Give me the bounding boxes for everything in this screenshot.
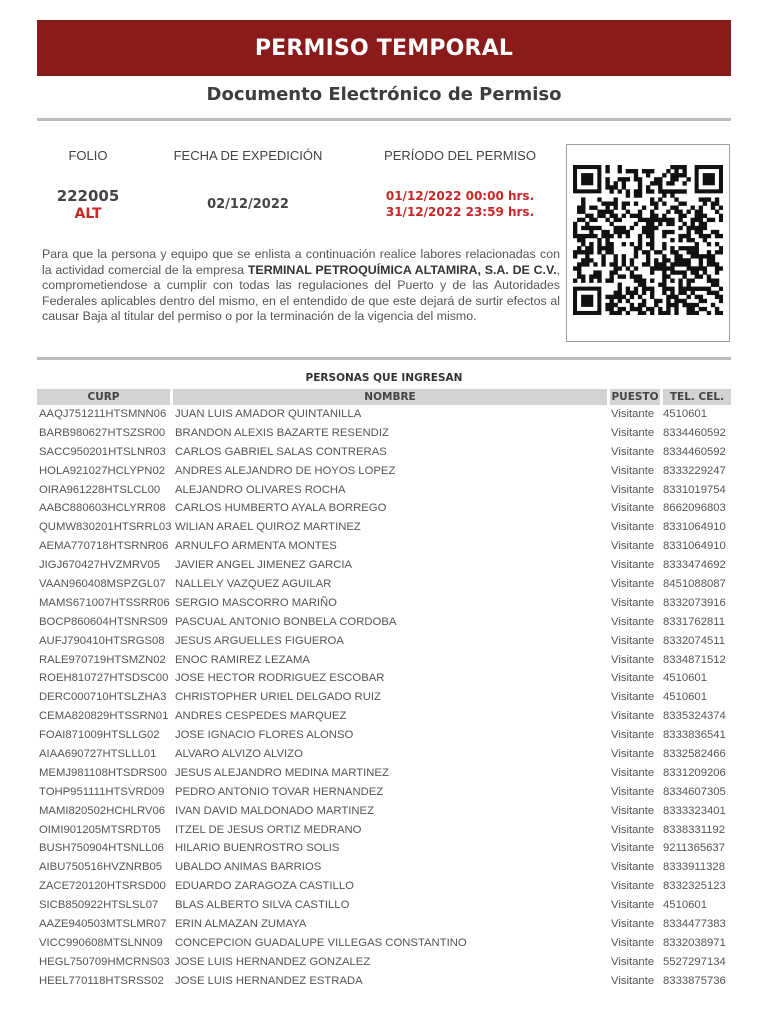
curp-cell: OIRA961228HTSLCL00 [39, 483, 161, 496]
title-banner [37, 20, 731, 76]
curp-cell: CEMA820829HTSSRN01 [39, 710, 169, 723]
nombre-cell: UBALDO ANIMAS BARRIOS [175, 861, 322, 874]
tel-cell: 8334477383 [663, 918, 726, 931]
puesto-cell: Visitante [611, 955, 655, 968]
curp-cell: AEMA770718HTSRNR06 [39, 540, 169, 553]
periodo-inicio: 01/12/2022 00:00 hrs. [385, 189, 535, 203]
table-row [37, 595, 737, 614]
table-row [37, 878, 737, 897]
table-row [37, 746, 737, 765]
column-header-curp: CURP [37, 389, 170, 405]
periodo-label: PERÍODO DEL PERMISO [384, 148, 536, 163]
puesto-cell: Visitante [611, 710, 655, 723]
nombre-cell: JOSE LUIS HERNANDEZ ESTRADA [175, 974, 363, 987]
puesto-cell: Visitante [611, 464, 655, 477]
curp-cell: FOAI871009HTSLLG02 [39, 729, 160, 742]
nombre-cell: ARNULFO ARMENTA MONTES [175, 540, 337, 553]
puesto-cell: Visitante [611, 691, 655, 704]
puesto-cell: Visitante [611, 672, 655, 685]
curp-cell: HOLA921027HCLYPN02 [39, 464, 166, 477]
puesto-cell: Visitante [611, 748, 655, 761]
table-row [37, 670, 737, 689]
nombre-cell: JESUS ARGUELLES FIGUEROA [175, 634, 344, 647]
puesto-cell: Visitante [611, 918, 655, 931]
nombre-cell: JESUS ALEJANDRO MEDINA MARTINEZ [175, 766, 389, 779]
curp-cell: AABC880603HCLYRR08 [39, 502, 166, 515]
tel-cell: 8332038971 [663, 936, 726, 949]
table-row [37, 576, 737, 595]
tel-cell: 8333229247 [663, 464, 726, 477]
nombre-cell: ALEJANDRO OLIVARES ROCHA [175, 483, 346, 496]
folio-label: FOLIO [68, 148, 108, 163]
puesto-cell: Visitante [611, 899, 655, 912]
table-row [37, 614, 737, 633]
table-row [37, 444, 737, 463]
nombre-cell: CHRISTOPHER URIEL DELGADO RUIZ [175, 691, 381, 704]
nombre-cell: BRANDON ALEXIS BAZARTE RESENDIZ [175, 426, 389, 439]
puesto-cell: Visitante [611, 804, 655, 817]
nombre-cell: ITZEL DE JESUS ORTIZ MEDRANO [175, 823, 362, 836]
tel-cell: 8333875736 [663, 974, 726, 987]
folio-number: 222005 [56, 187, 120, 205]
puesto-cell: Visitante [611, 766, 655, 779]
qr-frame [566, 144, 730, 342]
tel-cell: 8451088087 [663, 578, 726, 591]
curp-cell: DERC000710HTSLZHA3 [39, 691, 167, 704]
puesto-cell: Visitante [611, 578, 655, 591]
nombre-cell: JOSE HECTOR RODRIGUEZ ESCOBAR [175, 672, 385, 685]
puesto-cell: Visitante [611, 502, 655, 515]
puesto-cell: Visitante [611, 615, 655, 628]
nombre-cell: CONCEPCION GUADALUPE VILLEGAS CONSTANTINO [175, 936, 467, 949]
nombre-cell: JOSE LUIS HERNANDEZ GONZALEZ [175, 955, 371, 968]
nombre-cell: PEDRO ANTONIO TOVAR HERNANDEZ [175, 785, 384, 798]
table-row [37, 765, 737, 784]
nombre-cell: ALVARO ALVIZO ALVIZO [175, 748, 303, 761]
curp-cell: HEEL770118HTSRSS02 [39, 974, 164, 987]
nombre-cell: EDUARDO ZARAGOZA CASTILLO [175, 880, 354, 893]
tel-cell: 8334460592 [663, 426, 726, 439]
tel-cell: 8334871512 [663, 653, 726, 666]
table-row [37, 406, 737, 425]
puesto-cell: Visitante [611, 540, 655, 553]
nombre-cell: ANDRES CESPEDES MARQUEZ [175, 710, 347, 723]
curp-cell: BUSH750904HTSNLL06 [39, 842, 164, 855]
curp-cell: SICB850922HTSLSL07 [39, 899, 159, 912]
nombre-cell: CARLOS GABRIEL SALAS CONTRERAS [175, 445, 387, 458]
puesto-cell: Visitante [611, 653, 655, 666]
table-row [37, 463, 737, 482]
nombre-cell: CARLOS HUMBERTO AYALA BORREGO [175, 502, 387, 515]
tel-cell: 8334460592 [663, 445, 726, 458]
curp-cell: ZACE720120HTSRSD00 [39, 880, 166, 893]
personas-table-body [37, 406, 737, 992]
puesto-cell: Visitante [611, 559, 655, 572]
tel-cell: 5527297134 [663, 955, 726, 968]
tel-cell: 8331064910 [663, 540, 726, 553]
terms-part1: Para que la persona y equipo que se enlista a continuación realice labores relacionadas con la actividad comercial de la empresa [42, 247, 560, 277]
curp-cell: MEMJ981108HTSDRS00 [39, 766, 167, 779]
tel-cell: 8331209206 [663, 766, 726, 779]
tel-cell: 4510601 [663, 691, 707, 704]
nombre-cell: BLAS ALBERTO SILVA CASTILLO [175, 899, 350, 912]
periodo-fin: 31/12/2022 23:59 hrs. [385, 205, 535, 219]
table-row [37, 633, 737, 652]
qr-code-icon [573, 165, 723, 315]
curp-cell: QUMW830201HTSRRL03 [39, 521, 172, 534]
curp-cell: JIGJ670427HVZMRV05 [39, 559, 160, 572]
tel-cell: 8332074511 [663, 634, 725, 647]
column-header-tel: TEL. CEL. [663, 389, 731, 405]
table-row [37, 784, 737, 803]
curp-cell: TOHP951111HTSVRD09 [39, 785, 165, 798]
nombre-cell: ANDRES ALEJANDRO DE HOYOS LOPEZ [175, 464, 396, 477]
curp-cell: MAMS671007HTSSRR06 [39, 596, 170, 609]
table-row [37, 652, 737, 671]
curp-cell: AAQJ751211HTSMNN06 [39, 408, 167, 420]
curp-cell: ROEH810727HTSDSC00 [39, 672, 169, 685]
tel-cell: 9211365637 [663, 842, 725, 855]
nombre-cell: ENOC RAMIREZ LEZAMA [175, 653, 310, 666]
tel-cell: 4510601 [663, 408, 707, 420]
fecha-value: 02/12/2022 [207, 197, 289, 212]
puesto-cell: Visitante [611, 596, 655, 609]
table-row [37, 482, 737, 501]
nombre-cell: NALLELY VAZQUEZ AGUILAR [175, 578, 332, 591]
curp-cell: MAMI820502HCHLRV06 [39, 804, 166, 817]
curp-cell: AAZE940503MTSLMR07 [39, 918, 167, 931]
nombre-cell: HILARIO BUENROSTRO SOLIS [175, 842, 340, 855]
tel-cell: 8333911328 [663, 861, 725, 874]
table-title: PERSONAS QUE INGRESAN [305, 372, 463, 384]
tel-cell: 8332582466 [663, 748, 726, 761]
table-row [37, 689, 737, 708]
curp-cell: AIAA690727HTSLLL01 [39, 748, 157, 761]
table-row [37, 916, 737, 935]
table-row [37, 973, 737, 992]
terms-part2: , comprometiendose a cumplir con todas las regulaciones del Puerto y de las Autoridades Federales aplicables dentro del mismo, en el entendido de que este dejará de surtir efectos al causar Baja al titular del permiso o por la terminación de la vigencia del mismo. [42, 262, 560, 323]
nombre-cell: IVAN DAVID MALDONADO MARTINEZ [175, 804, 374, 817]
nombre-cell: JOSE IGNACIO FLORES ALONSO [175, 729, 354, 742]
puesto-cell: Visitante [611, 445, 655, 458]
nombre-cell: PASCUAL ANTONIO BONBELA CORDOBA [175, 615, 397, 628]
curp-cell: VICC990608MTSLNN09 [39, 936, 163, 949]
tel-cell: 8662096803 [663, 502, 726, 515]
table-row [37, 859, 737, 878]
divider-middle [37, 357, 731, 360]
table-row [37, 840, 737, 859]
puesto-cell: Visitante [611, 842, 655, 855]
nombre-cell: JAVIER ANGEL JIMENEZ GARCIA [175, 559, 353, 572]
puesto-cell: Visitante [611, 936, 655, 949]
table-row [37, 519, 737, 538]
nombre-cell: SERGIO MASCORRO MARIÑO [175, 596, 337, 609]
tel-cell: 8331762811 [663, 615, 725, 628]
table-row [37, 897, 737, 916]
tel-cell: 8333836541 [663, 729, 726, 742]
company-name: TERMINAL PETROQUÍMICA ALTAMIRA, S.A. DE C.V. [247, 262, 557, 277]
puesto-cell: Visitante [611, 974, 655, 987]
table-row [37, 935, 737, 954]
divider-top [37, 118, 731, 121]
tel-cell: 8332325123 [663, 880, 726, 893]
curp-cell: RALE970719HTSMZN02 [39, 653, 166, 666]
terms-paragraph [42, 247, 560, 325]
table-row [37, 538, 737, 557]
page-title: PERMISO TEMPORAL [254, 35, 514, 61]
nombre-cell: ERIN ALMAZAN ZUMAYA [175, 918, 307, 931]
column-header-puesto: PUESTO [611, 391, 659, 403]
tel-cell: 8332073916 [663, 596, 726, 609]
table-row [37, 954, 737, 973]
tel-cell: 8331019754 [663, 483, 726, 496]
curp-cell: SACC950201HTSLNR03 [39, 445, 166, 458]
puesto-cell: Visitante [611, 861, 655, 874]
curp-cell: BARB980627HTSZSR00 [39, 426, 166, 439]
puesto-cell: Visitante [611, 634, 655, 647]
curp-cell: AUFJ790410HTSRGS08 [39, 634, 165, 647]
tel-cell: 8333474692 [663, 559, 726, 572]
fecha-label: FECHA DE EXPEDICIÓN [173, 148, 323, 163]
nombre-cell: WILIAN ARAEL QUIROZ MARTINEZ [175, 521, 361, 534]
curp-cell: AIBU750516HVZNRB05 [39, 861, 163, 874]
tel-cell: 4510601 [663, 672, 707, 685]
tel-cell: 8334607305 [663, 785, 726, 798]
table-row [37, 708, 737, 727]
table-row [37, 727, 737, 746]
puesto-cell: Visitante [611, 823, 655, 836]
curp-cell: VAAN960408MSPZGL07 [39, 578, 166, 591]
puesto-cell: Visitante [611, 483, 655, 496]
table-row [37, 500, 737, 519]
puesto-cell: Visitante [611, 785, 655, 798]
curp-cell: OIMI901205MTSRDT05 [39, 823, 161, 836]
table-row [37, 425, 737, 444]
tel-cell: 8331064910 [663, 521, 726, 534]
folio-suffix: ALT [74, 206, 102, 222]
table-row [37, 803, 737, 822]
puesto-cell: Visitante [611, 426, 655, 439]
tel-cell: 8333323401 [663, 804, 726, 817]
curp-cell: HEGL750709HMCRNS03 [39, 955, 170, 968]
puesto-cell: Visitante [611, 880, 655, 893]
curp-cell: BOCP860604HTSNRS09 [39, 615, 168, 628]
page-subtitle: Documento Electrónico de Permiso [206, 84, 562, 105]
tel-cell: 8338331192 [663, 823, 725, 836]
tel-cell: 8335324374 [663, 710, 726, 723]
column-header-nombre: NOMBRE [173, 389, 607, 405]
puesto-cell: Visitante [611, 408, 655, 420]
puesto-cell: Visitante [611, 521, 655, 534]
nombre-cell: JUAN LUIS AMADOR QUINTANILLA [175, 408, 362, 420]
table-row [37, 822, 737, 841]
puesto-cell: Visitante [611, 729, 655, 742]
tel-cell: 4510601 [663, 899, 707, 912]
table-row [37, 557, 737, 576]
